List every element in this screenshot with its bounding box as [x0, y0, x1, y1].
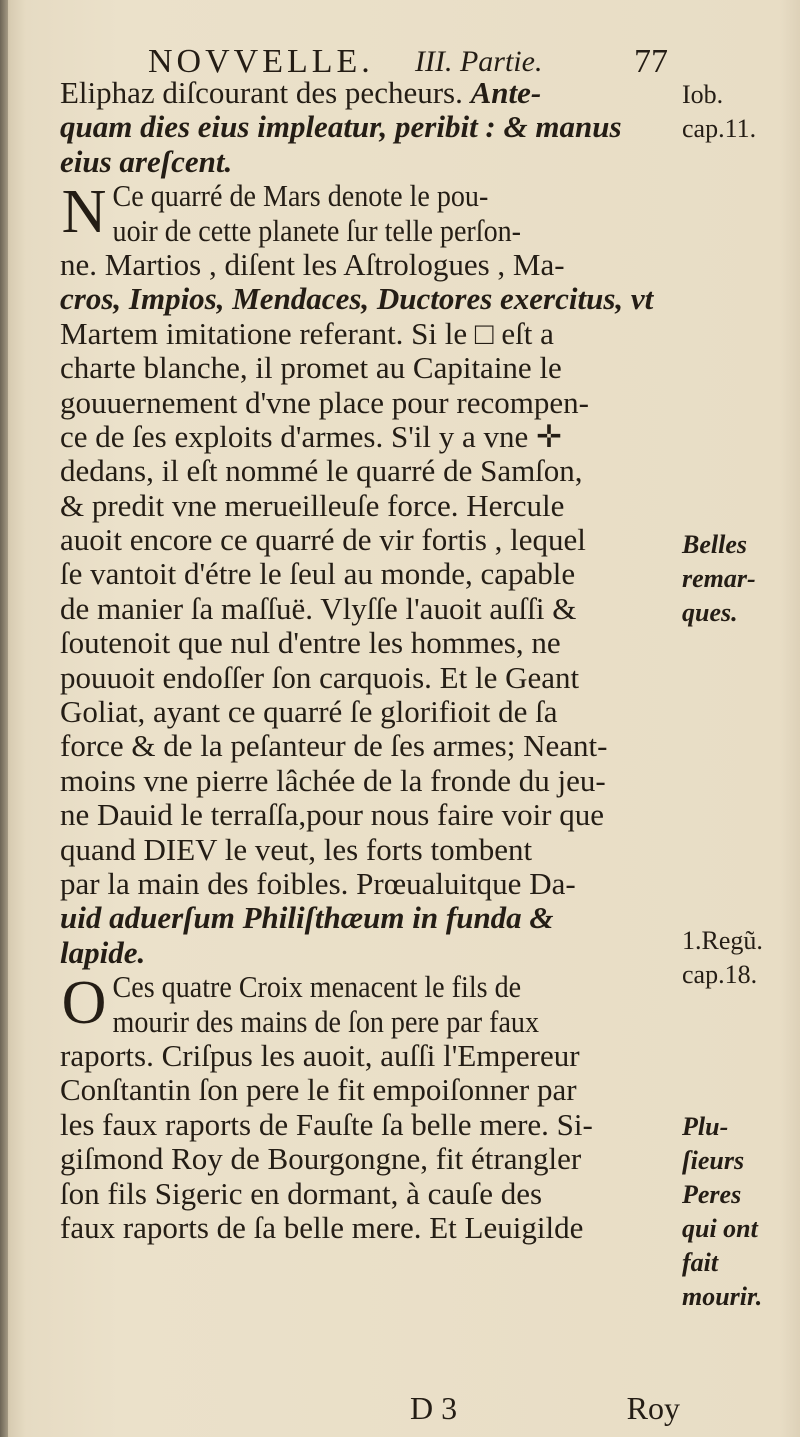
text-line: quand DIEV le veut, les forts tombent: [60, 831, 533, 867]
catchword: Roy: [626, 1390, 680, 1426]
page-number: 77: [634, 43, 668, 80]
text-line: Goliat, ayant ce quarré ſe glorifioit de ſa: [60, 694, 558, 730]
text-line: Martem imitatione referant. Si le □ eſt a: [60, 315, 554, 351]
text-line: faux raports de ſa belle mere. Et Leuigilde: [60, 1209, 584, 1245]
paragraph-n: [60, 179, 675, 248]
text-line: quam dies eius impleatur, peribit : & manus: [60, 109, 622, 145]
text-line: par la main des foibles. Prœualuitque Da-: [60, 865, 576, 901]
text-line: de manier ſa maſſuë. Vlyſſe l'auoit auſſi &: [60, 590, 577, 626]
margin-note-belles: [682, 528, 800, 630]
text-line: Conſtantin ſon pere le fit empoiſonner par: [60, 1072, 577, 1108]
margin-note-line: cap.18.: [682, 960, 758, 989]
text-line: ſe vantoit d'étre le ſeul au monde, capable: [60, 556, 576, 592]
text-line: cros, Impios, Mendaces, Ductores exercitus, vt: [60, 281, 654, 317]
margin-note-line: Iob.: [682, 80, 724, 109]
margin-note-line: qui ont: [682, 1214, 758, 1243]
text-line: ne Dauid le terraſſa,pour nous faire voir que: [60, 797, 605, 833]
margin-note-line: mourir.: [682, 1282, 763, 1311]
margin-note-line: Belles: [682, 530, 747, 559]
text-line: gouuernement d'vne place pour recompen-: [60, 384, 589, 420]
text-line: uoir de cette planete ſur telle perſon-: [112, 212, 522, 248]
margin-note-line: cap.11.: [682, 114, 757, 143]
text-line: raports. Criſpus les auoit, auſſi l'Empereur: [60, 1037, 580, 1073]
margin-note-line: remar-: [682, 564, 756, 593]
text-line: force & de la peſanteur de ſes armes; Neant-: [60, 728, 608, 764]
margin-note-line: ſieurs: [682, 1146, 745, 1175]
text-line: lapide.: [60, 934, 146, 970]
text-line: ce de ſes exploits d'armes. S'il y a vne ✛: [60, 418, 563, 454]
drop-cap-o: O: [61, 969, 107, 1038]
text-line: moins vne pierre lâchée de la fronde du jeu-: [60, 762, 606, 798]
text-line: giſmond Roy de Bourgongne, fit étrangler: [60, 1141, 582, 1177]
margin-note-plusieurs: [682, 1110, 800, 1314]
text-line: les faux raports de Fauſte ſa belle mere. Si-: [60, 1106, 593, 1142]
text-line: & predit vne merueilleuſe force. Hercule: [60, 487, 565, 523]
text-line: mourir des mains de ſon pere par faux: [112, 1003, 539, 1039]
text-line: ſon fils Sigeric en dormant, à cauſe des: [60, 1175, 543, 1211]
margin-note-line: fait: [682, 1248, 719, 1277]
margin-note-job: [682, 78, 800, 146]
text-line: auoit encore ce quarré de vir fortis , lequel: [60, 522, 586, 558]
book-spine-edge: [0, 0, 8, 1437]
margin-note-line: Peres: [682, 1180, 742, 1209]
text-line: Eliphaz diſcourant des pecheurs. Ante-: [60, 75, 542, 110]
part-label: III. Partie.: [415, 45, 543, 78]
signature-mark: D 3: [410, 1390, 458, 1426]
drop-cap-n: N: [61, 178, 107, 247]
text-line: Ces quatre Croix menacent le fils de: [112, 969, 522, 1005]
page-footer: [60, 1386, 680, 1430]
text-line: pouuoit endoſſer ſon carquois. Et le Geant: [60, 659, 580, 695]
running-title: NOVVELLE.: [148, 43, 374, 80]
text-line: Ce quarré de Mars denote le pou-: [112, 178, 489, 214]
text-line: uid aduerſum Philiſthæum in funda &: [60, 900, 554, 936]
margin-note-line: ques.: [682, 598, 738, 627]
paragraph-o: [60, 970, 675, 1039]
text-line: charte blanche, il promet au Capitaine le: [60, 350, 562, 386]
text-line: eius areſcent.: [60, 143, 233, 179]
text-line: ſoutenoit que nul d'entre les hommes, ne: [60, 625, 561, 661]
margin-note-line: 1.Regũ.: [682, 926, 763, 955]
text-line: ne. Martios , diſent les Aſtrologues , Ma-: [60, 246, 565, 282]
margin-note-line: Plu-: [682, 1112, 729, 1141]
margin-note-regum: [682, 924, 800, 992]
main-text-block: [60, 76, 675, 1245]
text-line: dedans, il eſt nommé le quarré de Samſon,: [60, 453, 583, 489]
